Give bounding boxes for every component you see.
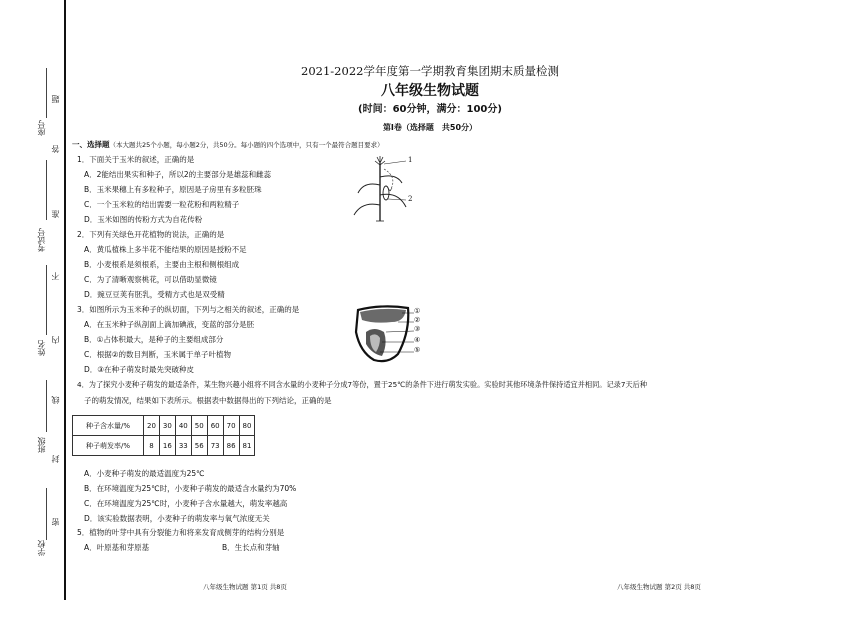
question-1-option-d[interactable]: D．玉米如图的传粉方式为自花传粉 [84,215,203,224]
table-cell: 8 [144,436,160,456]
seal-char-xian: 线 [51,396,60,404]
seal-char-ti: 题 [51,95,60,103]
question-4-option-a[interactable]: A．小麦种子萌发的最适温度为25℃ [84,469,205,478]
seal-char-mi: 密 [51,518,60,526]
corn-label-2: 2 [408,195,413,203]
binding-line [64,0,66,600]
table-row [73,436,255,456]
question-4-stem: 4．为了探究小麦种子萌发的最适条件，某生物兴趣小组将不同含水量的小麦种子分成7等份，置于25℃的条件下进行萌发实验。实验时其他环境条件保持适宜并相同。记录7天后种 [77,380,648,389]
seal-char-nei: 内 [51,336,60,344]
question-2-option-d[interactable]: D．豌豆豆荚有胚乳，受精方式也是双受精 [84,290,225,299]
exam-number-field[interactable] [46,160,47,220]
corn-plant-figure [350,155,430,223]
exam-period-title: 2021-2022学年度第一学期教育集团期末质量检测 [301,64,559,78]
table-cell: 16 [159,436,175,456]
question-3-stem: 3．如图所示为玉米种子的纵切面，下列与之相关的叙述，正确的是 [77,305,300,314]
school-label: 学校 [37,540,46,556]
table-cell: 70 [223,416,239,436]
question-2-stem: 2．下列有关绿色开花植物的说法，正确的是 [77,230,225,239]
question-5-stem: 5．植物的叶芽中具有分裂能力和将来发育成侧芽的结构分别是 [77,528,285,537]
footer-page-1: 八年级生物试题 第1页 共8页 [203,583,287,591]
table-cell: 56 [191,436,207,456]
question-1-option-c[interactable]: C．一个玉米粒的结出需要一粒花粉和两粒精子 [84,200,240,209]
corn-seed-figure [352,302,414,364]
part1-note: （本大题共25个小题，每小题2分，共50分。每小题的四个选项中，只有一个最符合题目要求） [109,141,384,149]
table-cell: 86 [223,436,239,456]
question-3-option-c[interactable]: C．根据②的数目判断，玉米属于单子叶植物 [84,350,231,359]
seal-char-da: 答 [51,145,60,153]
question-5-option-b[interactable]: B．生长点和芽轴 [222,543,280,552]
table-cell: 20 [144,416,160,436]
question-3-option-a[interactable]: A．在玉米种子纵剖面上滴加碘液，变蓝的部分是胚 [84,320,255,329]
class-label: 班级 [37,437,46,453]
table-cell: 60 [207,416,223,436]
binding-margin [0,0,66,621]
name-label: 姓名 [37,340,46,356]
class-field[interactable] [46,380,47,432]
footer-page-2: 八年级生物试题 第2页 共8页 [617,583,701,591]
question-3-option-d[interactable]: D．③在种子萌发时最先突破种皮 [84,365,194,374]
question-4-option-b[interactable]: B．在环境温度为25℃时，小麦种子萌发的最适含水量约为70% [84,484,297,493]
question-1-option-b[interactable]: B．玉米果穗上有多粒种子，原因是子房里有多粒胚珠 [84,185,262,194]
table-cell: 73 [207,436,223,456]
exam-title: 八年级生物试题 [381,83,479,99]
seal-char-bu: 不 [51,272,60,280]
school-field[interactable] [46,488,47,540]
seed-label-4: ④ [414,336,421,344]
seat-number-label: 座号 [37,120,46,136]
question-4-option-d[interactable]: D．该实验数据表明，小麦种子的萌发率与氧气浓度无关 [84,514,270,523]
table-cell: 81 [239,436,255,456]
germination-table [72,415,255,456]
exam-time-score: (时间：60分钟，满分：100分) [358,104,502,115]
part1-heading-line [72,139,384,150]
table-row-label: 种子含水量/% [73,416,144,436]
corn-label-1: 1 [408,156,413,164]
name-field[interactable] [46,265,47,335]
table-cell: 50 [191,416,207,436]
table-cell: 40 [175,416,191,436]
seat-number-field[interactable] [46,68,47,118]
question-2-option-b[interactable]: B．小麦根系是须根系，主要由主根和侧根组成 [84,260,240,269]
question-2-option-c[interactable]: C．为了清晰观察桃花，可以借助显微镜 [84,275,217,284]
section-title: 第Ⅰ卷（选择题 共50分） [382,123,478,132]
seal-char-zhun: 准 [51,210,60,218]
seed-label-2: ② [414,316,421,324]
question-1-option-a[interactable]: A．2能结出果实和种子，所以2的主要部分是雄蕊和雌蕊 [84,170,272,179]
question-5-option-a[interactable]: A．叶原基和芽原基 [84,543,150,552]
seed-label-1: ① [414,307,421,315]
question-4-stem-cont: 子的萌发情况，结果如下表所示。根据表中数据得出的下列结论，正确的是 [84,396,332,405]
question-3-option-b[interactable]: B．①占体积最大，是种子的主要组成部分 [84,335,224,344]
table-cell: 80 [239,416,255,436]
question-4-option-c[interactable]: C．在环境温度为25℃时，小麦种子含水量越大，萌发率越高 [84,499,288,508]
part1-heading: 一、选择题 [72,140,110,149]
question-1-stem: 1．下面关于玉米的叙述，正确的是 [77,155,195,164]
table-cell: 33 [175,436,191,456]
seed-label-3: ③ [414,325,421,333]
seal-char-feng: 封 [51,455,60,463]
exam-number-label: 考试号 [37,228,46,252]
table-row [73,416,255,436]
table-row-label: 种子萌发率/% [73,436,144,456]
question-2-option-a[interactable]: A．黄瓜植株上多半花不能结果的原因是授粉不足 [84,245,247,254]
seed-label-5: ⑤ [414,346,421,354]
table-cell: 30 [159,416,175,436]
